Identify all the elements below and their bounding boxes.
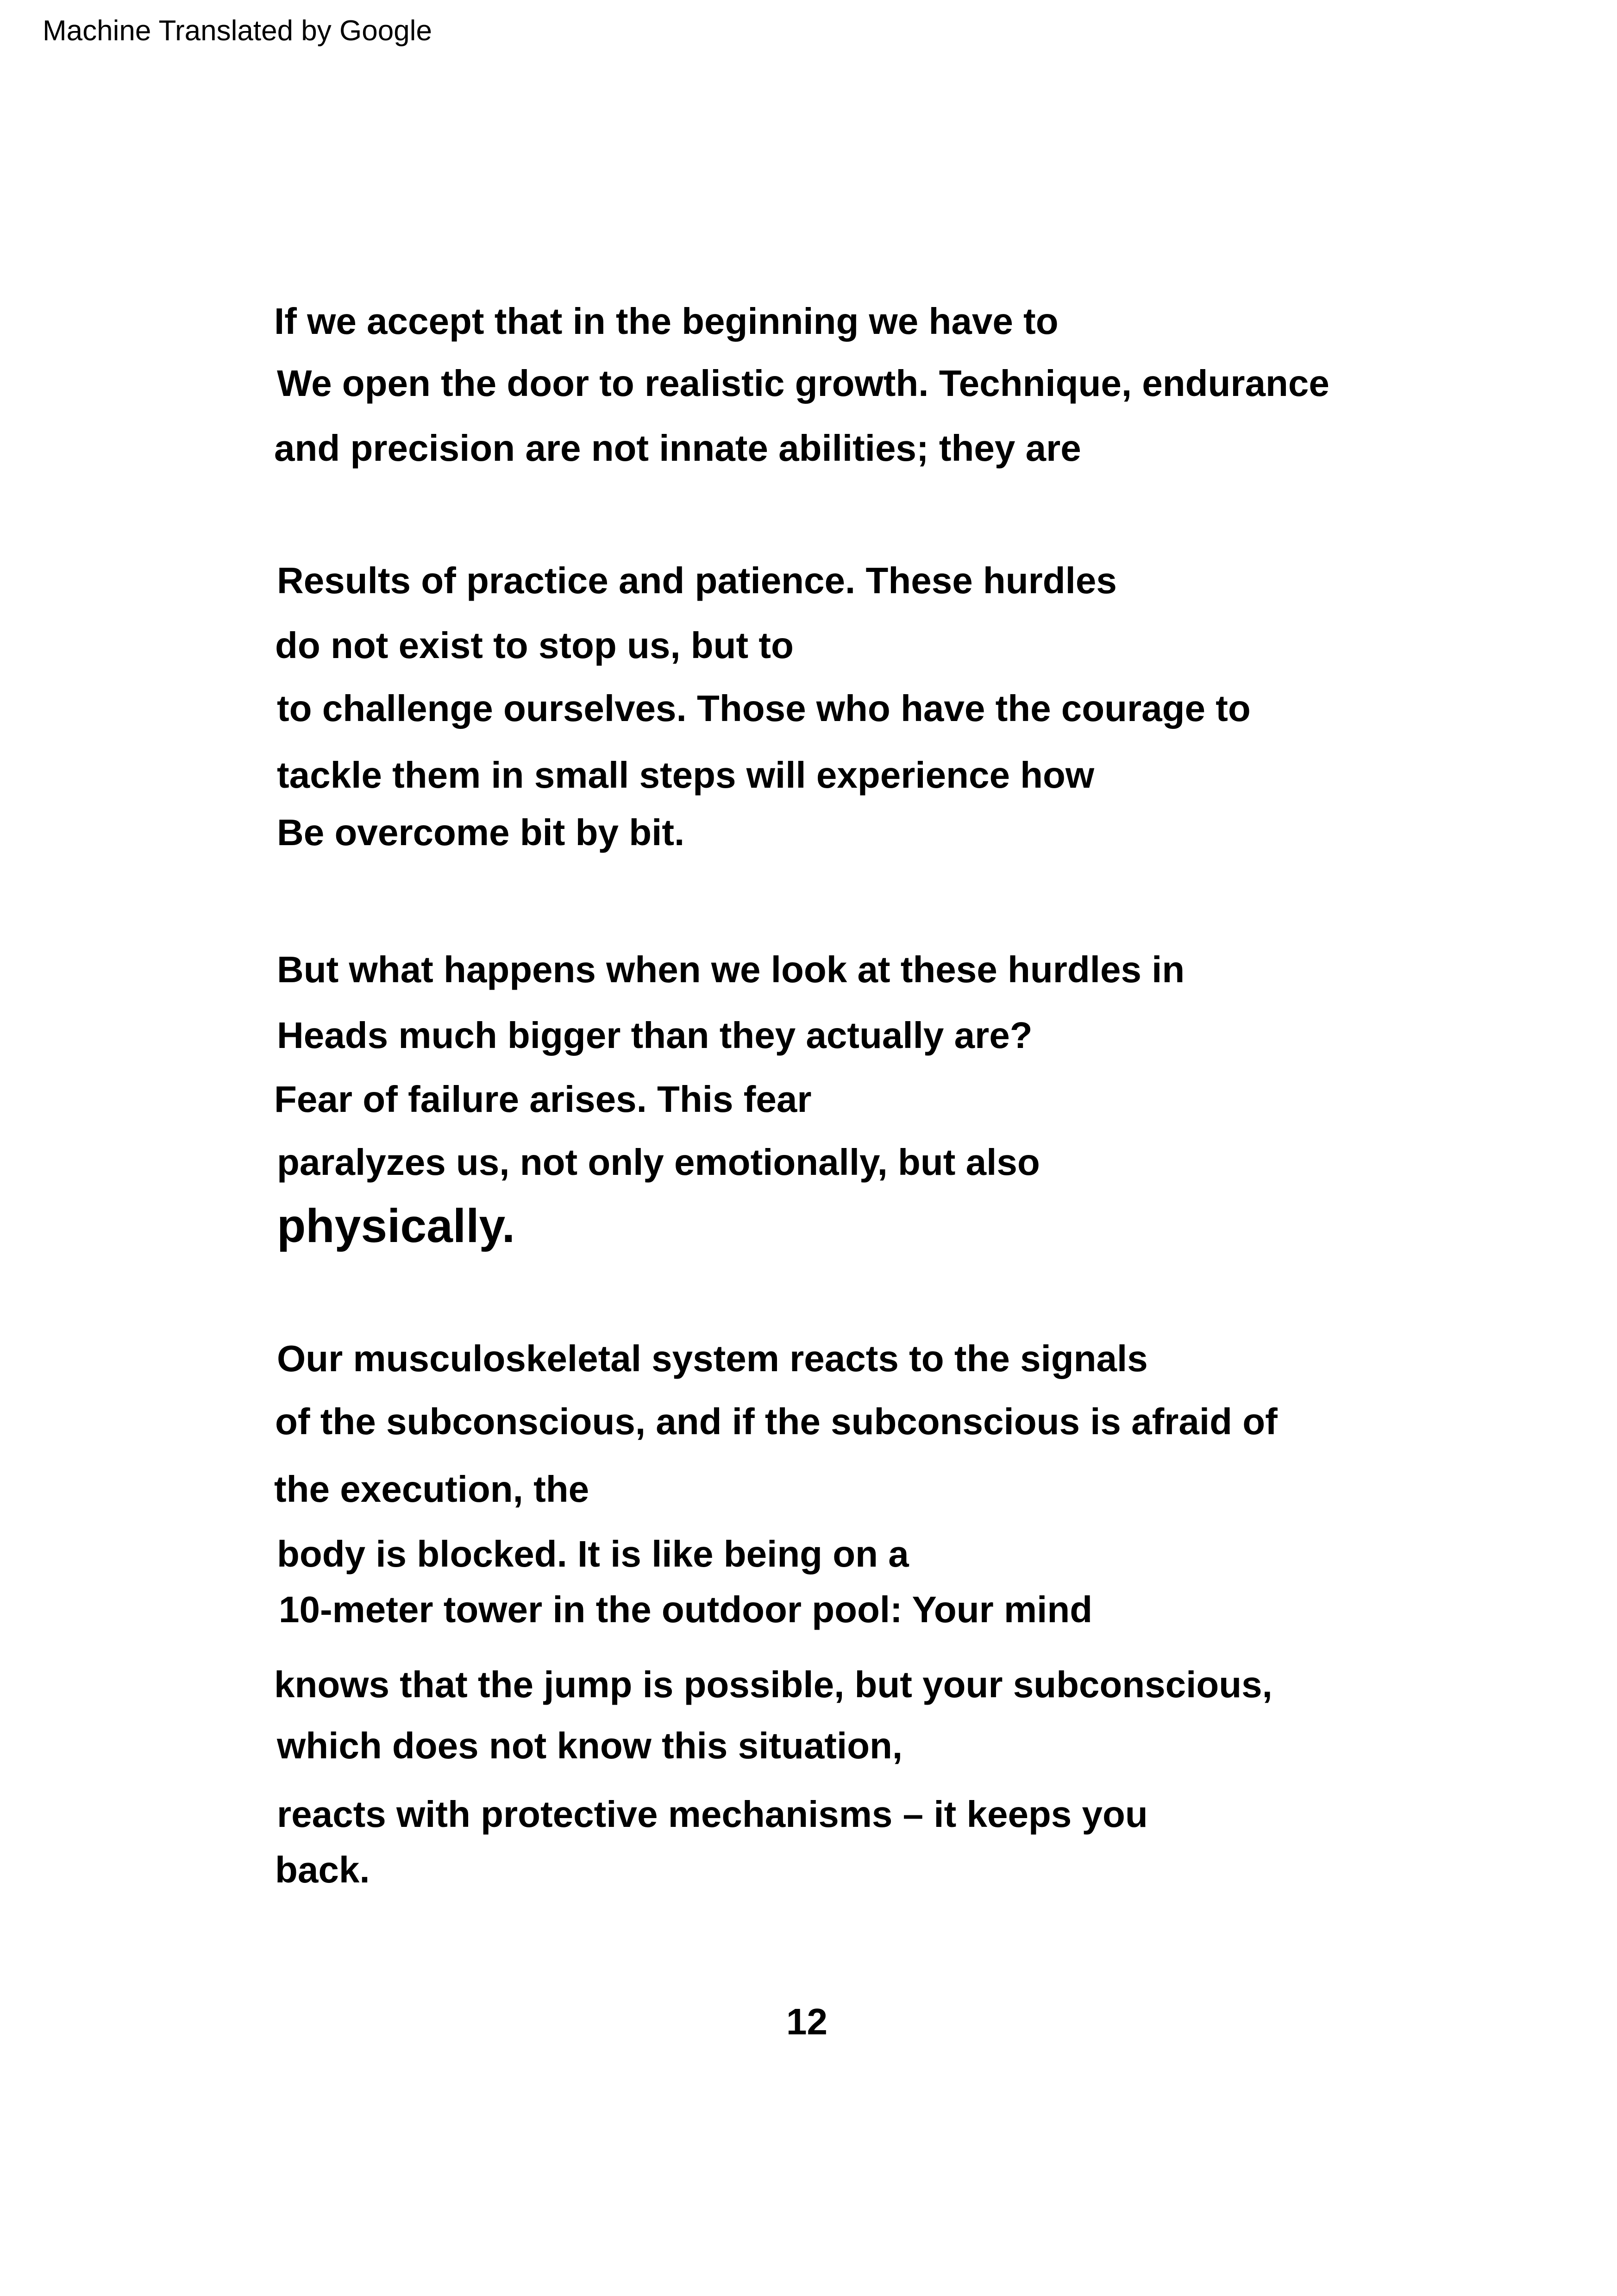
text-line: to challenge ourselves. Those who have the courage to xyxy=(277,688,1251,729)
text-line: reacts with protective mechanisms – it keeps you xyxy=(277,1794,1148,1835)
text-line: body is blocked. It is like being on a xyxy=(277,1533,909,1575)
text-line: paralyzes us, not only emotionally, but also xyxy=(277,1142,1040,1183)
text-line: which does not know this situation, xyxy=(277,1725,903,1766)
text-line: 10-meter tower in the outdoor pool: Your mind xyxy=(279,1589,1093,1630)
text-line: of the subconscious, and if the subconscious is afraid of xyxy=(275,1401,1278,1442)
text-line: Results of practice and patience. These hurdles xyxy=(277,560,1117,601)
text-line: Our musculoskeletal system reacts to the signals xyxy=(277,1338,1148,1379)
translation-note: Machine Translated by Google xyxy=(43,15,432,47)
text-line: If we accept that in the beginning we have to xyxy=(274,301,1059,342)
text-line: the execution, the xyxy=(274,1468,589,1510)
text-line: But what happens when we look at these hurdles in xyxy=(277,949,1185,990)
text-line: Fear of failure arises. This fear xyxy=(274,1079,812,1120)
text-line: knows that the jump is possible, but your subconscious, xyxy=(274,1664,1272,1705)
text-line: back. xyxy=(275,1849,370,1890)
text-line: We open the door to realistic growth. Technique, endurance xyxy=(277,363,1329,404)
text-line: and precision are not innate abilities; they are xyxy=(274,427,1081,469)
text-line: Heads much bigger than they actually are? xyxy=(277,1015,1033,1056)
text-line: tackle them in small steps will experience how xyxy=(277,754,1095,796)
page-number: 12 xyxy=(786,2001,827,2042)
text-line: do not exist to stop us, but to xyxy=(275,625,794,666)
text-line: Be overcome bit by bit. xyxy=(277,812,685,853)
text-line-emphasis: physically. xyxy=(277,1199,515,1252)
